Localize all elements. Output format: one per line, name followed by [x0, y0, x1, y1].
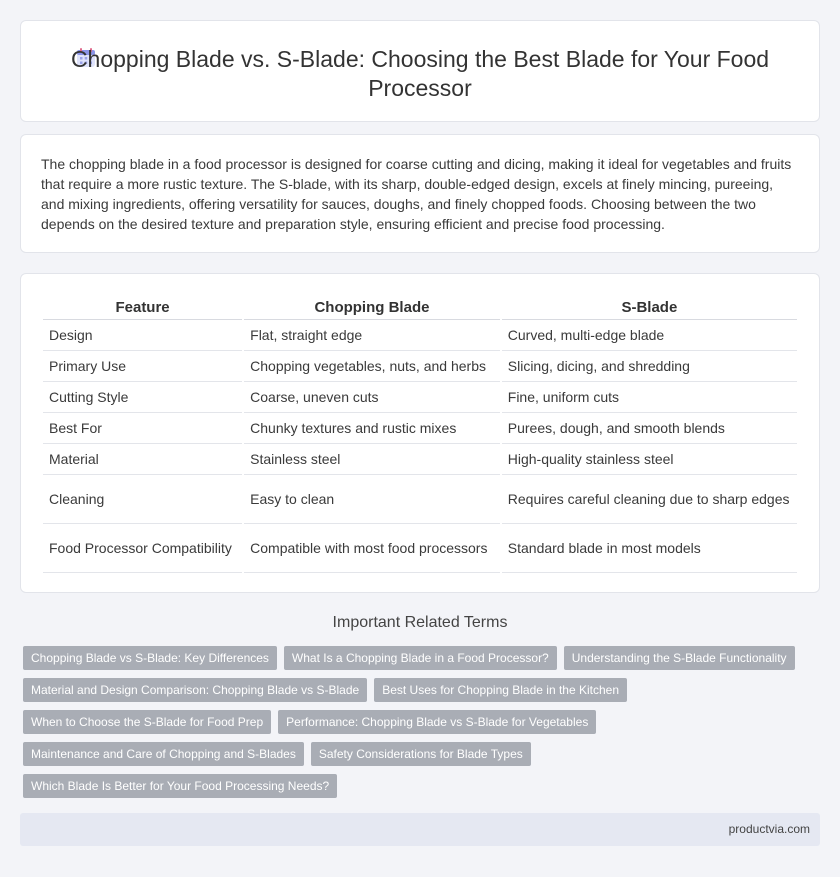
related-term-tag[interactable]: Chopping Blade vs S-Blade: Key Differences — [23, 646, 277, 670]
table-row — [43, 382, 797, 413]
site-link[interactable]: productvia.com — [728, 822, 810, 836]
table-cell: Primary Use — [43, 351, 242, 382]
column-header: S-Blade — [502, 295, 797, 320]
table-cell: Design — [43, 320, 242, 351]
table-row — [43, 413, 797, 444]
table-cell: Purees, dough, and smooth blends — [502, 413, 797, 444]
related-term-tag[interactable]: What Is a Chopping Blade in a Food Processor? — [284, 646, 557, 670]
table-row — [43, 475, 797, 524]
table-row — [43, 351, 797, 382]
intro-card — [20, 134, 820, 253]
related-term-tag[interactable]: Material and Design Comparison: Chopping Blade vs S-Blade — [23, 678, 367, 702]
table-cell: Chopping vegetables, nuts, and herbs — [244, 351, 500, 382]
table-header-row — [43, 295, 797, 320]
column-header: Feature — [43, 295, 242, 320]
table-cell: Standard blade in most models — [502, 524, 797, 573]
table-cell: Cutting Style — [43, 382, 242, 413]
intro-paragraph: The chopping blade in a food processor is designed for coarse cutting and dicing, making it ideal for vegetables and fruits that require a more rustic texture. The S-blade, with its sharp, double-edged design, excels at finely mincing, pureeing, and mixing ingredients, offering versatility for sauces, doughs, and finely chopped foods. Choosing between the two depends on the desired texture and preparation style, ensuring efficient and precise food processing. — [41, 156, 792, 232]
related-term-tag[interactable]: When to Choose the S-Blade for Food Prep — [23, 710, 271, 734]
table-cell: Requires careful cleaning due to sharp edges — [502, 475, 797, 524]
related-terms-list — [23, 646, 813, 806]
related-terms-heading: Important Related Terms — [332, 614, 508, 631]
table-cell: Stainless steel — [244, 444, 500, 475]
table-cell: Easy to clean — [244, 475, 500, 524]
table-cell: Compatible with most food processors — [244, 524, 500, 573]
related-term-tag[interactable]: Best Uses for Chopping Blade in the Kitchen — [374, 678, 627, 702]
table-cell: Chunky textures and rustic mixes — [244, 413, 500, 444]
page-title: Chopping Blade vs. S-Blade: Choosing the Best Blade for Your Food Processor — [70, 46, 770, 101]
table-cell: Cleaning — [43, 475, 242, 524]
table-row — [43, 444, 797, 475]
table-cell: High-quality stainless steel — [502, 444, 797, 475]
table-cell: Flat, straight edge — [244, 320, 500, 351]
table-cell: Slicing, dicing, and shredding — [502, 351, 797, 382]
table-cell: Curved, multi-edge blade — [502, 320, 797, 351]
table-row — [43, 320, 797, 351]
related-term-tag[interactable]: Which Blade Is Better for Your Food Processing Needs? — [23, 774, 337, 798]
related-term-tag[interactable]: Understanding the S-Blade Functionality — [564, 646, 795, 670]
related-term-tag[interactable]: Performance: Chopping Blade vs S-Blade for Vegetables — [278, 710, 596, 734]
related-term-tag[interactable]: Safety Considerations for Blade Types — [311, 742, 531, 766]
table-cell: Fine, uniform cuts — [502, 382, 797, 413]
comparison-card — [20, 273, 820, 593]
table-cell: Material — [43, 444, 242, 475]
table-cell: Coarse, uneven cuts — [244, 382, 500, 413]
footer-bar — [20, 813, 820, 846]
header-card — [20, 20, 820, 122]
related-term-tag[interactable]: Maintenance and Care of Chopping and S-Blades — [23, 742, 304, 766]
table-cell: Food Processor Compatibility — [43, 524, 242, 573]
table-cell: Best For — [43, 413, 242, 444]
column-header: Chopping Blade — [244, 295, 500, 320]
comparison-table — [41, 295, 799, 573]
table-row — [43, 524, 797, 573]
